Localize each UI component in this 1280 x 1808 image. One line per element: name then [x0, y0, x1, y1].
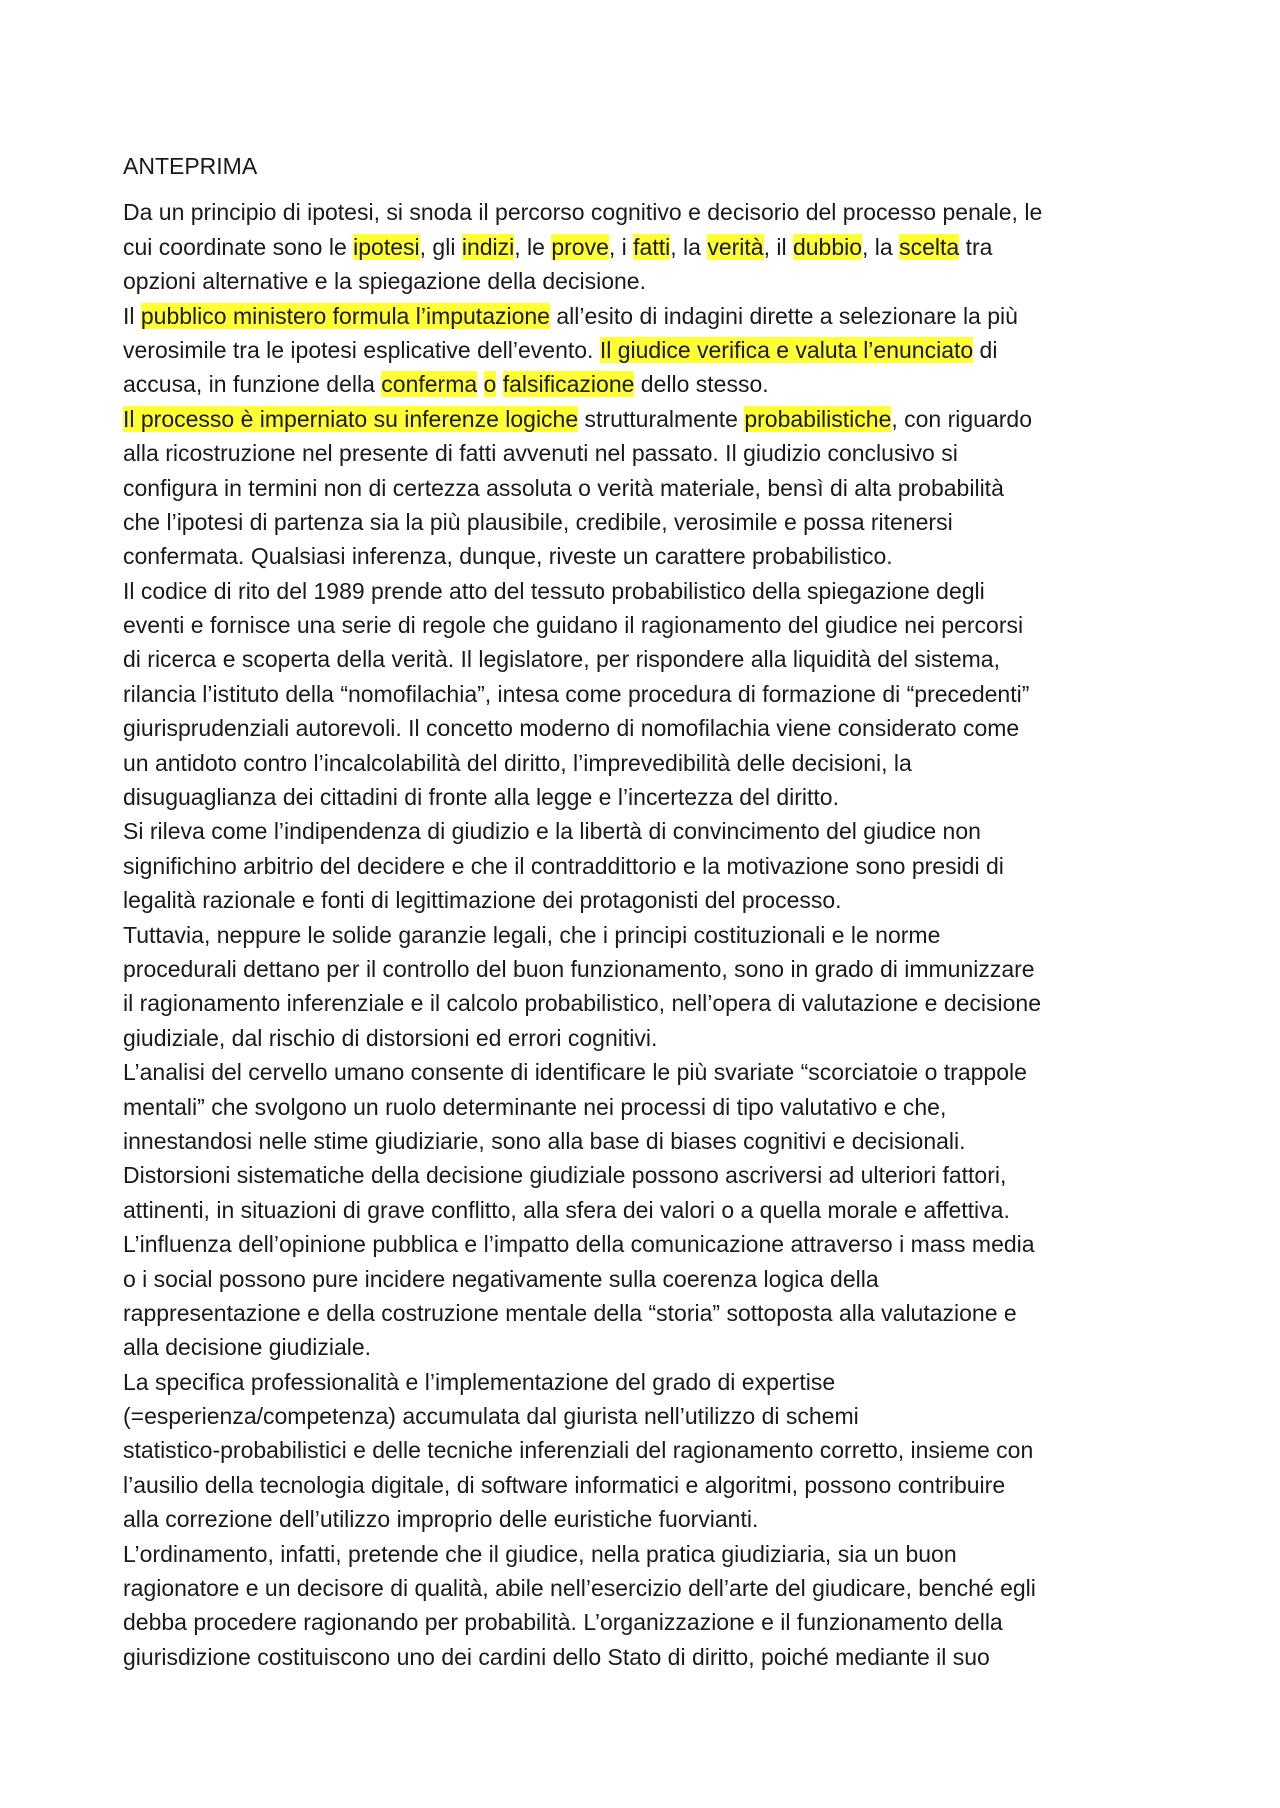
text-run: , la — [670, 233, 708, 260]
text-run: Si rileva come l’indipendenza di giudizio e la libertà di convincimento del giudice non — [123, 818, 981, 845]
text-line — [123, 1502, 1173, 1536]
text-run: Da un principio di ipotesi, si snoda il percorso cognitivo e decisorio del processo penale, le — [123, 199, 1043, 226]
text-line — [123, 849, 1173, 883]
text-run: giurisprudenziali autorevoli. Il concetto moderno di nomofilachia viene considerato come — [123, 715, 1020, 742]
highlighted-text: prove — [551, 233, 609, 260]
text-run: Il codice di rito del 1989 prende atto del tessuto probabilistico della spiegazione degli — [123, 577, 985, 604]
text-line — [123, 1021, 1173, 1055]
text-run: dello stesso. — [634, 371, 769, 398]
text-run: il ragionamento inferenziale e il calcolo probabilistico, nell’opera di valutazione e decisione — [123, 990, 1041, 1017]
text-line — [123, 711, 1173, 745]
text-run: eventi e fornisce una serie di regole che guidano il ragionamento del giudice nei percorsi — [123, 612, 1024, 639]
text-line — [123, 299, 1173, 333]
text-run: alla correzione dell’utilizzo improprio delle euristiche fuorvianti. — [123, 1506, 759, 1533]
text-line — [123, 883, 1173, 917]
text-run — [496, 371, 502, 397]
text-line — [123, 1055, 1173, 1089]
text-line — [123, 952, 1173, 986]
text-line — [123, 1365, 1173, 1399]
text-line — [123, 1330, 1173, 1364]
text-line — [123, 436, 1173, 470]
text-run: l’ausilio della tecnologia digitale, di software informatici e algoritmi, possono contribuire — [123, 1471, 1006, 1498]
text-run: un antidoto contro l’incalcolabilità del diritto, l’imprevedibilità delle decisioni, la — [123, 749, 912, 776]
text-line — [123, 195, 1173, 229]
text-line — [123, 746, 1173, 780]
text-run: che l’ipotesi di partenza sia la più plausibile, credibile, verosimile e possa ritenersi — [123, 508, 953, 535]
text-run: Tuttavia, neppure le solide garanzie legali, che i principi costituzionali e le norme — [123, 921, 941, 948]
text-run: cui coordinate sono le — [123, 233, 354, 260]
text-run: o i social possono pure incidere negativamente sulla coerenza logica della — [123, 1265, 879, 1292]
text-line — [123, 333, 1173, 367]
text-line — [123, 608, 1173, 642]
text-line — [123, 230, 1173, 264]
document-body — [123, 149, 1173, 1674]
highlighted-text: conferma — [381, 371, 478, 398]
highlighted-text: o — [483, 371, 497, 398]
text-line — [123, 1537, 1173, 1571]
text-line — [123, 471, 1173, 505]
text-run: giurisdizione costituiscono uno dei cardini dello Stato di diritto, poiché mediante il suo — [123, 1643, 990, 1670]
highlighted-text: Il processo è imperniato su inferenze logiche — [123, 405, 579, 432]
text-run: alla decisione giudiziale. — [123, 1334, 372, 1361]
text-run: Il — [123, 302, 141, 329]
highlighted-text: verità — [707, 233, 764, 260]
highlighted-text: dubbio — [792, 233, 863, 260]
highlighted-text: pubblico ministero formula l’imputazione — [140, 302, 550, 329]
text-run: giudiziale, dal rischio di distorsioni ed errori cognitivi. — [123, 1024, 658, 1051]
text-run: statistico-probabilistici e delle tecniche inferenziali del ragionamento corretto, insieme con — [123, 1437, 1034, 1464]
text-run: L’analisi del cervello umano consente di identificare le più svariate “scorciatoie o trappole — [123, 1059, 1027, 1086]
highlighted-text: Il giudice verifica e valuta l’enunciato — [599, 336, 974, 363]
highlighted-text: indizi — [461, 233, 515, 260]
text-line — [123, 1399, 1173, 1433]
text-line — [123, 642, 1173, 676]
text-run: La specifica professionalità e l’implementazione del grado di expertise — [123, 1368, 836, 1395]
text-run: alla ricostruzione nel presente di fatti avvenuti nel passato. Il giudizio conclusivo si — [123, 440, 958, 467]
text-run: configura in termini non di certezza assoluta o verità materiale, bensì di alta probabilità — [123, 474, 1004, 501]
text-line — [123, 986, 1173, 1020]
text-run: mentali” che svolgono un ruolo determinante nei processi di tipo valutativo e che, — [123, 1093, 947, 1120]
text-run: , le — [514, 233, 552, 260]
text-line — [123, 1296, 1173, 1330]
text-line — [123, 1090, 1173, 1124]
text-run: rappresentazione e della costruzione mentale della “storia” sottoposta alla valutazione e — [123, 1299, 1017, 1326]
text-line — [123, 814, 1173, 848]
highlighted-text: falsificazione — [502, 371, 635, 398]
text-line — [123, 1433, 1173, 1467]
text-line — [123, 918, 1173, 952]
highlighted-text: scelta — [899, 233, 960, 260]
text-line — [123, 1124, 1173, 1158]
text-run: L’influenza dell’opinione pubblica e l’impatto della comunicazione attraverso i mass media — [123, 1231, 1035, 1258]
text-run: rilancia l’istituto della “nomofilachia”, intesa come procedura di formazione di “precedenti” — [123, 680, 1030, 707]
text-line — [123, 402, 1173, 436]
text-run: verosimile tra le ipotesi esplicative dell’evento. — [123, 336, 600, 363]
text-line — [123, 780, 1173, 814]
text-run: , con riguardo — [891, 405, 1032, 432]
text-run: opzioni alternative e la spiegazione della decisione. — [123, 268, 646, 295]
text-run: Distorsioni sistematiche della decisione giudiziale possono ascriversi ad ulteriori fattori, — [123, 1162, 1007, 1189]
document-text — [123, 195, 1173, 1674]
text-run: di — [973, 336, 998, 363]
text-line — [123, 1468, 1173, 1502]
document-title: ANTEPRIMA — [123, 153, 258, 179]
text-run: accusa, in funzione della — [123, 371, 382, 398]
text-run: legalità razionale e fonti di legittimazione dei protagonisti del processo. — [123, 887, 842, 914]
text-run: confermata. Qualsiasi inferenza, dunque, riveste un carattere probabilistico. — [123, 543, 893, 570]
text-run: tra — [959, 233, 993, 260]
text-run: ragionatore e un decisore di qualità, abile nell’esercizio dell’arte del giudicare, benché egli — [123, 1575, 1036, 1602]
text-run: , la — [862, 233, 900, 260]
text-run: L’ordinamento, infatti, pretende che il giudice, nella pratica giudiziaria, sia un buon — [123, 1540, 957, 1567]
text-run: , i — [608, 233, 634, 260]
text-run — [477, 371, 483, 397]
text-run: disuguaglianza dei cittadini di fronte alla legge e l’incertezza del diritto. — [123, 784, 839, 811]
highlighted-text: ipotesi — [353, 233, 420, 260]
text-run: procedurali dettano per il controllo del buon funzionamento, sono in grado di immunizzare — [123, 956, 1035, 982]
text-run: significhino arbitrio del decidere e che il contraddittorio e la motivazione sono presidi di — [123, 852, 1004, 879]
text-run: attinenti, in situazioni di grave conflitto, alla sfera dei valori o a quella morale e affettiva. — [123, 1196, 1010, 1223]
text-line — [123, 264, 1173, 298]
text-line — [123, 1193, 1173, 1227]
text-line — [123, 1227, 1173, 1261]
text-run: , il — [763, 233, 793, 260]
text-run: debba procedere ragionando per probabilità. L’organizzazione e il funzionamento della — [123, 1609, 1003, 1636]
text-line — [123, 1640, 1173, 1674]
text-run: , gli — [419, 233, 462, 260]
text-run: (=esperienza/competenza) accumulata dal giurista nell’utilizzo di schemi — [123, 1403, 859, 1430]
text-run: di ricerca e scoperta della verità. Il legislatore, per rispondere alla liquidità del sistema, — [123, 646, 1000, 673]
text-line — [123, 1158, 1173, 1192]
text-line — [123, 574, 1173, 608]
text-line — [123, 677, 1173, 711]
text-line — [123, 1605, 1173, 1639]
text-run: innestandosi nelle stime giudiziarie, sono alla base di biases cognitivi e decisionali. — [123, 1127, 966, 1154]
text-line — [123, 539, 1173, 573]
text-run: strutturalmente — [578, 405, 745, 432]
highlighted-text: fatti — [633, 233, 671, 260]
text-run: all’esito di indagini dirette a selezionare la più — [549, 302, 1018, 329]
highlighted-text: probabilistiche — [744, 405, 892, 432]
text-line — [123, 505, 1173, 539]
text-line — [123, 367, 1173, 401]
text-line — [123, 1571, 1173, 1605]
text-line — [123, 1262, 1173, 1296]
